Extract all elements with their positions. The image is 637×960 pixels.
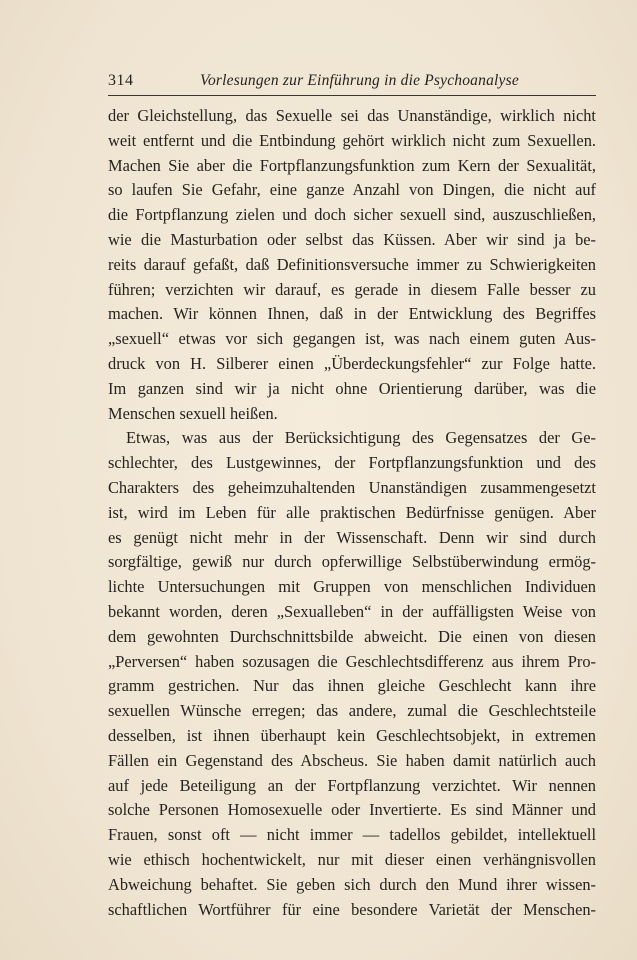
- text-line: die Fortpflanzung zielen und doch sicher sexuell sind, auszuschließen,: [108, 205, 596, 225]
- text-line: weit entfernt und die Entbindung gehört wirklich nicht zum Sexuellen.: [108, 130, 596, 150]
- page-number: 314: [108, 72, 134, 89]
- text-line: solche Personen Homosexuelle oder Invertierte. Es sind Männer und: [108, 800, 596, 820]
- text-line: gramm gestrichen. Nur das ihnen gleiche Geschlecht kann ihre: [108, 676, 596, 696]
- text-line: Machen Sie aber die Fortpflanzungsfunktion zum Kern der Sexualität,: [108, 155, 596, 175]
- text-line: Menschen sexuell heißen.: [108, 403, 278, 423]
- text-line: ist, wird im Leben für alle praktischen Bedürfnisse genügen. Aber: [108, 502, 596, 522]
- body-text: [108, 104, 596, 922]
- text-line: sexuellen Wünsche erregen; das andere, zumal die Geschlechtsteile: [108, 701, 596, 721]
- text-line: Abweichung behaftet. Sie geben sich durch den Mund ihrer wissen-: [108, 874, 596, 894]
- text-line: reits darauf gefaßt, daß Definitionsversuche immer zu Schwierigkeiten: [108, 254, 596, 274]
- text-line: Im ganzen sind wir ja nicht ohne Orientierung darüber, was die: [108, 378, 596, 398]
- text-line: schaftlichen Wortführer für eine besondere Varietät der Menschen-: [108, 899, 596, 919]
- text-line: desselben, ist ihnen überhaupt kein Geschlechtsobjekt, in extremen: [108, 725, 596, 745]
- text-line: wie die Masturbation oder selbst das Küssen. Aber wir sind ja be-: [108, 229, 596, 249]
- text-line: druck von H. Silberer einen „Überdeckungsfehler“ zur Folge hatte.: [108, 353, 596, 373]
- text-line: auf jede Beteiligung an der Fortpflanzung verzichtet. Wir nennen: [108, 775, 596, 795]
- text-line: wie ethisch hochentwickelt, nur mit dieser einen verhängnisvollen: [108, 849, 596, 869]
- text-line: lichte Untersuchungen mit Gruppen von menschlichen Individuen: [108, 577, 596, 597]
- text-line: bekannt worden, deren „Sexualleben“ in der auffälligsten Weise von: [108, 601, 596, 621]
- text-line: Fällen ein Gegenstand des Abscheus. Sie haben damit natürlich auch: [108, 750, 596, 770]
- header-rule: [108, 95, 596, 96]
- text-line: Charakters des geheimzuhaltenden Unanständigen zusammengesetzt: [108, 477, 596, 497]
- text-line: Etwas, was aus der Berücksichtigung des Gegensatzes der Ge-: [126, 428, 596, 448]
- running-head: Vorlesungen zur Einführung in die Psychoanalyse: [200, 72, 519, 89]
- text-line: „sexuell“ etwas vor sich gegangen ist, was nach einem guten Aus-: [108, 329, 596, 349]
- text-line: sorgfältige, gewiß nur durch opferwillige Selbstüberwindung ermög-: [108, 552, 596, 572]
- text-line: es genügt nicht mehr in der Wissenschaft. Denn wir sind durch: [108, 527, 596, 547]
- text-line: schlechter, des Lustgewinnes, der Fortpflanzungsfunktion und des: [108, 453, 596, 473]
- page-header: [108, 72, 596, 94]
- text-line: führen; verzichten wir darauf, es gerade in diesem Falle besser zu: [108, 279, 596, 299]
- text-line: so laufen Sie Gefahr, eine ganze Anzahl von Dingen, die nicht auf: [108, 180, 596, 200]
- text-line: dem gewohnten Durchschnittsbilde abweicht. Die einen von diesen: [108, 626, 596, 646]
- text-line: Frauen, sonst oft — nicht immer — tadellos gebildet, intellektuell: [108, 825, 596, 845]
- text-line: machen. Wir können Ihnen, daß in der Entwicklung des Begriffes: [108, 304, 596, 324]
- text-line: „Perversen“ haben sozusagen die Geschlechtsdifferenz aus ihrem Pro-: [108, 651, 596, 671]
- text-line: der Gleichstellung, das Sexuelle sei das Unanständige, wirklich nicht: [108, 106, 596, 125]
